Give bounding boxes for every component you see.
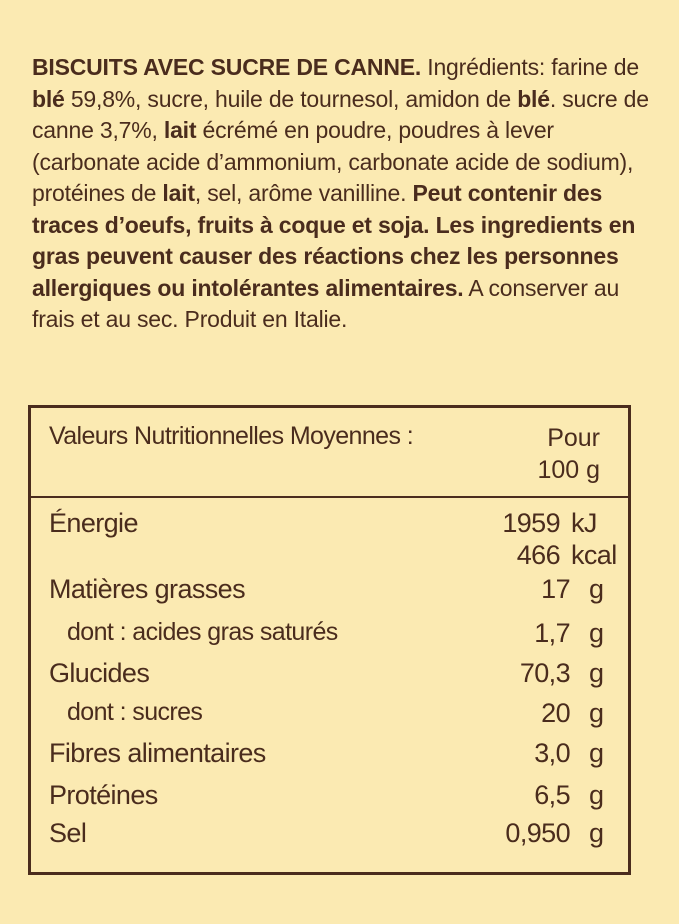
nutrition-title: Valeurs Nutritionnelles Moyennes : [49, 422, 414, 450]
nutrient-value: 6,5 [534, 780, 570, 810]
row-acides-gras-satures [31, 618, 628, 658]
nutrient-value-kcal: 466 [516, 540, 560, 570]
nutrient-label: Énergie [49, 508, 138, 538]
nutrition-table [28, 405, 631, 875]
allergen-ble: blé [517, 85, 550, 112]
per-label: Pour [547, 424, 600, 452]
ingredients-segment: . sucre de canne 3,7%, [32, 85, 649, 143]
nutrient-value: 70,3 [519, 658, 570, 688]
allergen-lait: lait [162, 180, 195, 206]
ingredients-segment: Ingrédients: farine de [421, 54, 639, 80]
nutrient-value: 17 [541, 574, 570, 604]
nutrient-value: 1959 [502, 508, 560, 538]
nutrient-label: dont : sucres [67, 698, 203, 726]
allergen-warning: Peut contenir des traces d’oeufs, fruits à coque et soja. Les ingredients en gras peuvent causer des réactions chez les personnes allergiques ou intolérantes alimentaires. [32, 180, 636, 301]
nutrient-unit: g [589, 618, 604, 648]
row-glucides [31, 658, 628, 698]
ingredients-segment: écrémé en poudre, poudres à lever (carbonate acide d’ammonium, carbonate acide de sodium), protéines de [32, 117, 634, 206]
allergen-lait: lait [163, 117, 197, 143]
nutrient-unit: g [589, 658, 604, 688]
nutrient-label: Protéines [49, 780, 158, 810]
nutrient-unit: g [589, 818, 604, 848]
row-matieres-grasses [31, 574, 628, 614]
ingredients-segment: 59,8%, sucre, huile de tournesol, amidon de [64, 85, 518, 112]
ingredients-text [32, 52, 657, 336]
storage-origin-text: A conserver au frais et au sec. Produit en Italie. [32, 274, 620, 332]
nutrient-label: Glucides [49, 658, 150, 688]
allergen-ble: blé [32, 85, 65, 112]
product-name: BISCUITS AVEC SUCRE DE CANNE. [32, 54, 422, 80]
row-sel [31, 818, 628, 858]
nutrient-label: Matières grasses [49, 574, 245, 604]
row-sucres [31, 698, 628, 738]
ingredients-segment: , sel, arôme vanilline. [194, 180, 413, 206]
nutrient-label: Sel [49, 818, 87, 848]
nutrient-label: dont : acides gras saturés [67, 618, 338, 646]
row-proteines [31, 780, 628, 820]
nutrient-unit-kcal: kcal [571, 540, 617, 570]
per-amount: 100 g [537, 456, 600, 484]
nutrient-unit: g [589, 574, 604, 604]
row-energie [31, 508, 628, 570]
row-fibres [31, 738, 628, 778]
nutrition-header [31, 408, 628, 498]
nutrient-value: 1,7 [534, 618, 570, 648]
nutrient-unit: kJ [571, 508, 597, 538]
nutrient-value: 0,950 [505, 818, 570, 848]
nutrient-unit: g [589, 738, 604, 768]
nutrient-label: Fibres alimentaires [49, 738, 266, 768]
per-100g-header [537, 422, 600, 486]
nutrient-unit: g [589, 698, 604, 728]
nutrient-value: 20 [541, 698, 570, 728]
nutrient-value: 3,0 [534, 738, 570, 768]
nutrient-unit: g [589, 780, 604, 810]
